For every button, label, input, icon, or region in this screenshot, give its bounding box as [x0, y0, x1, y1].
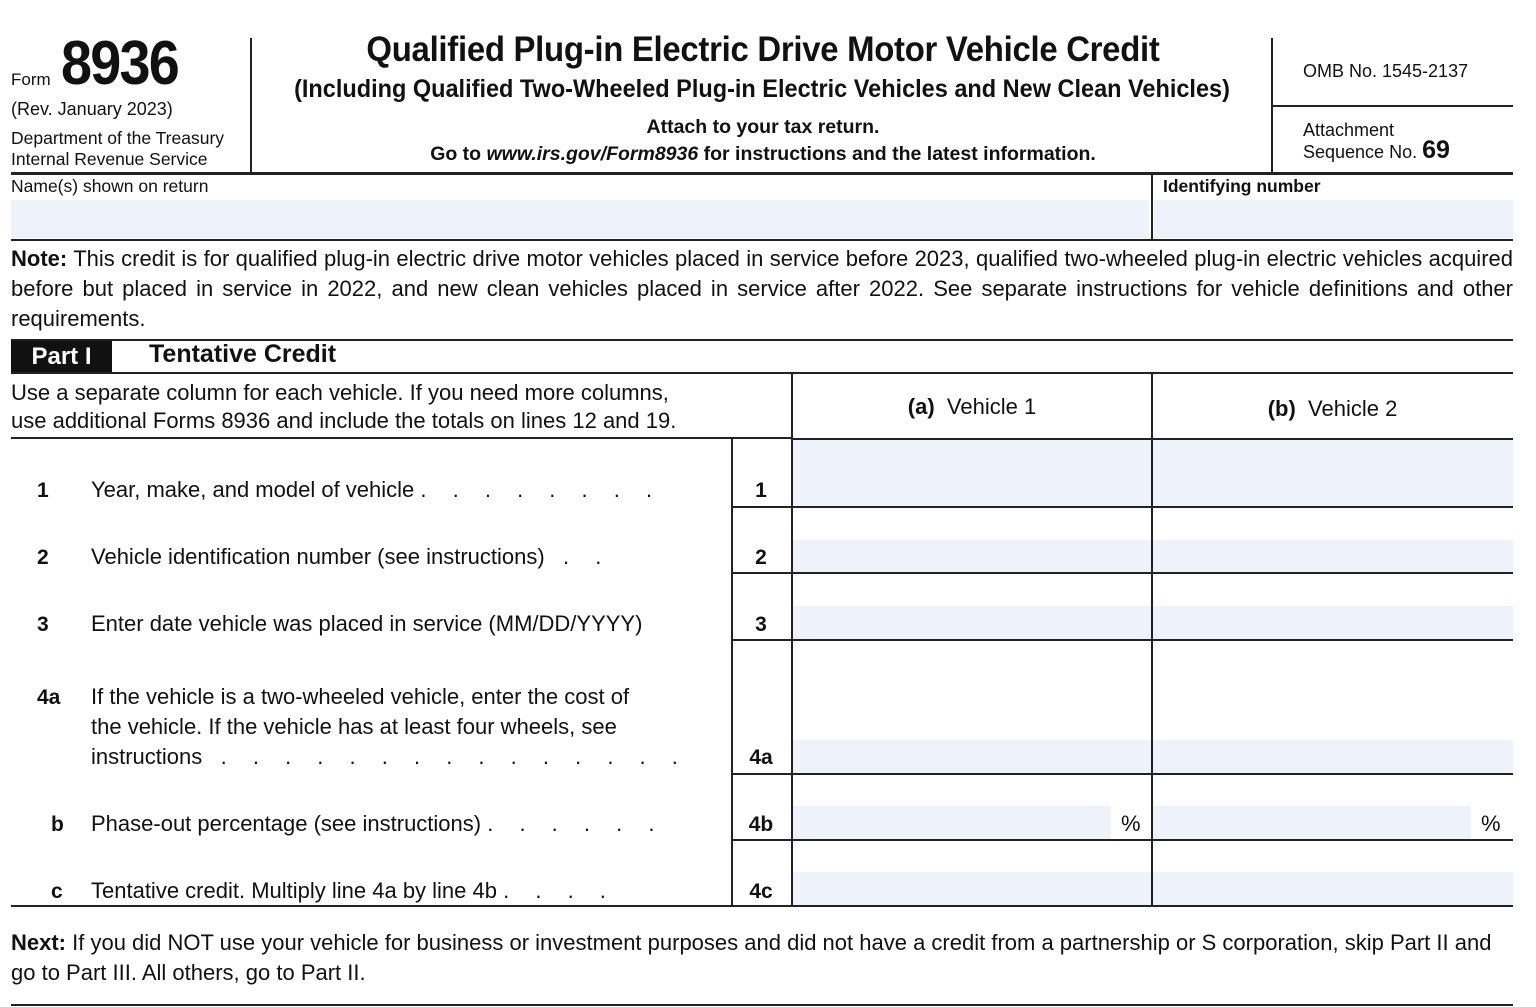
line-2-label: Vehicle identification number (see instructions): [91, 544, 545, 569]
line-2-vehicle-1-input[interactable]: [793, 540, 1151, 572]
line-1-box-number: 1: [755, 479, 767, 502]
part1-instructions: [11, 379, 676, 435]
column-a-letter: (a): [907, 394, 935, 419]
goto-instruction: [258, 143, 1268, 166]
line-4b-box-number: 4b: [748, 813, 774, 836]
line-4a-vehicle-1-input[interactable]: [793, 740, 1151, 773]
line-2-box-number: 2: [755, 546, 767, 569]
line-4a-number: 4a: [37, 686, 61, 709]
line-4b-vehicle-2-input[interactable]: [1153, 806, 1471, 839]
line-3-text: Enter date vehicle was placed in service (MM/DD/YYYY): [91, 611, 643, 636]
line-4c-letter: c: [51, 880, 63, 903]
attachment-label: Attachment: [1303, 120, 1395, 140]
column-b-letter: (b): [1267, 396, 1296, 421]
row-4a-bottom-rule: [731, 773, 1513, 775]
line-4a-text-1: If the vehicle is a two-wheeled vehicle, enter the cost of: [91, 684, 630, 709]
irs-link[interactable]: www.irs.gov/Form8936: [486, 143, 699, 165]
line-4c-label: Tentative credit. Multiply line 4a by line 4b: [91, 878, 497, 903]
leader-dots: . .: [563, 544, 612, 569]
name-label: Name(s) shown on return: [11, 176, 209, 196]
line-1-text: [91, 475, 662, 505]
line-3-vehicle-2-input[interactable]: [1153, 606, 1513, 639]
form-revision: (Rev. January 2023): [11, 99, 173, 119]
note-label: Note:: [11, 246, 68, 271]
goto-suffix: for instructions and the latest information.: [698, 143, 1096, 165]
line-3-vehicle-1-input[interactable]: [793, 606, 1151, 639]
id-label: Identifying number: [1163, 176, 1321, 196]
column-b-header: [1152, 396, 1513, 422]
line-4b-text: [91, 809, 664, 839]
row-4b-bottom-rule: [731, 839, 1513, 841]
line-2-number: 2: [37, 546, 49, 569]
line-1-vehicle-1-input[interactable]: [793, 440, 1151, 506]
line-4a-label: instructions: [91, 744, 203, 769]
next-text: If you did NOT use your vehicle for business or investment purposes and did not have a credit from a partnership or S corporation, skip Part II and go to Part III. All others, go to Part II.: [11, 930, 1492, 985]
id-input[interactable]: [1154, 200, 1513, 238]
name-id-divider: [1151, 174, 1153, 240]
line-4b-letter: b: [51, 813, 64, 836]
department: [11, 128, 224, 170]
line-4a-text-3: [91, 742, 713, 772]
attachment-sequence: [1303, 120, 1450, 162]
column-b-label: Vehicle 2: [1308, 396, 1398, 421]
line-2-vehicle-2-input[interactable]: [1153, 540, 1513, 572]
omb-number: OMB No. 1545-2137: [1303, 61, 1469, 81]
line-4a-vehicle-2-input[interactable]: [1153, 740, 1513, 773]
form-word: Form: [11, 70, 51, 89]
instruction-line-1: Use a separate column for each vehicle. If you need more columns,: [11, 380, 669, 405]
line-1-label: Year, make, and model of vehicle: [91, 477, 415, 502]
part1-badge: Part I: [11, 341, 112, 373]
bottom-rule: [11, 1004, 1513, 1006]
line-3-box-number: 3: [755, 613, 767, 636]
instruction-bottom-rule: [11, 437, 791, 439]
header-bottom-rule: [11, 172, 1513, 175]
next-paragraph: [11, 928, 1521, 988]
row-2-bottom-rule: [731, 572, 1513, 574]
line-4b-vehicle-1-input[interactable]: [793, 806, 1111, 839]
line-4b-label: Phase-out percentage (see instructions): [91, 811, 482, 836]
attach-instruction: Attach to your tax return.: [646, 116, 880, 138]
line-4c-text: [91, 876, 616, 906]
line-2-text: [91, 542, 611, 572]
part1-header-rule: [11, 372, 1513, 374]
leader-dots: . . . .: [503, 878, 616, 903]
line-4c-vehicle-2-input[interactable]: [1153, 872, 1513, 905]
line-1-vehicle-2-input[interactable]: [1153, 440, 1513, 506]
goto-prefix: Go to: [430, 143, 487, 165]
leader-dots: . . . . . .: [487, 811, 665, 836]
line-4a-text: [91, 682, 713, 772]
part1-title: Tentative Credit: [149, 340, 337, 368]
line-4b-vehicle-2-percent: %: [1481, 811, 1501, 836]
form-title: Qualified Plug-in Electric Drive Motor Vehicle Credit: [366, 30, 1160, 69]
leader-dots: . . . . . . . . . . . . . . .: [220, 744, 688, 769]
line-4a-text-2: the vehicle. If the vehicle has at least four wheels, see: [91, 714, 617, 739]
header-divider-left: [250, 38, 252, 172]
identity-bottom-rule: [11, 239, 1513, 241]
line-4b-vehicle-1-percent: %: [1121, 811, 1141, 836]
form-number: 8936: [61, 29, 178, 98]
row-3-bottom-rule: [731, 639, 1513, 641]
note-paragraph: [11, 244, 1513, 334]
sequence-number: 69: [1422, 136, 1450, 164]
row-1-bottom-rule: [731, 506, 1513, 508]
leader-dots: . . . . . . . .: [420, 477, 663, 502]
sequence-label: Sequence No.: [1303, 142, 1418, 162]
column-a-header: [792, 394, 1152, 420]
note-text: This credit is for qualified plug-in electric drive motor vehicles placed in service before 2023, qualified two-wheeled plug-in electric vehicles acquired before but placed in service in 2022, and new clean vehicles placed in service after 2022. See separate instructions for vehicle definitions and other requirements.: [11, 246, 1513, 331]
line-4c-vehicle-1-input[interactable]: [793, 872, 1151, 905]
next-label: Next:: [11, 930, 67, 955]
line-1-number: 1: [37, 479, 49, 502]
line-4c-box-number: 4c: [749, 880, 773, 903]
column-a-label: Vehicle 1: [946, 394, 1037, 419]
department-line-2: Internal Revenue Service: [11, 149, 208, 169]
name-input[interactable]: [11, 200, 1149, 238]
line-3-number: 3: [37, 613, 49, 636]
line-4a-box-number: 4a: [749, 746, 773, 769]
form-subtitle: (Including Qualified Two-Wheeled Plug-in Electric Vehicles and New Clean Vehicles): [294, 75, 1230, 103]
omb-divider: [1273, 105, 1513, 107]
department-line-1: Department of the Treasury: [11, 128, 225, 148]
instruction-line-2: use additional Forms 8936 and include the totals on lines 12 and 19.: [11, 408, 677, 433]
